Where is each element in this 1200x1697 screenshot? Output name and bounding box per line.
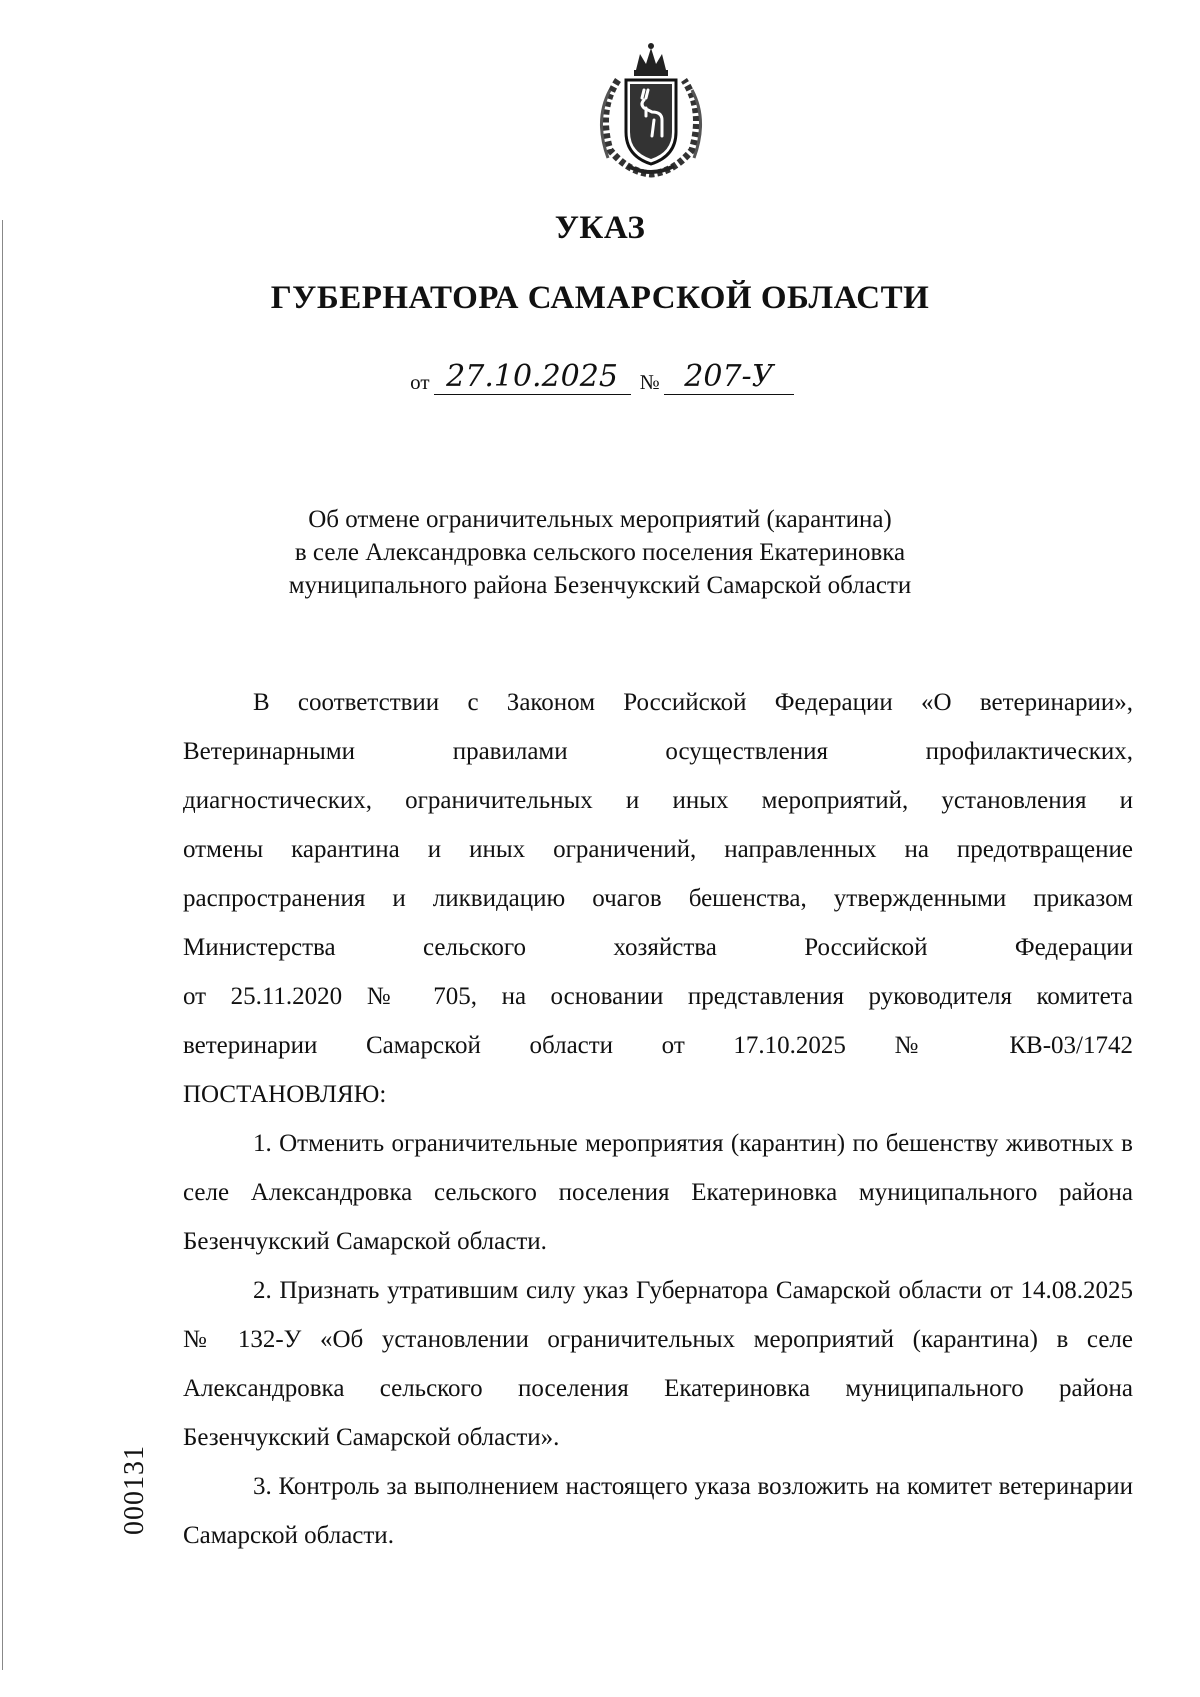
number-prefix: № [639, 370, 660, 394]
preamble-line: В соответствии с Законом Российской Федерации «О ветеринарии», [253, 689, 1133, 716]
date-prefix: от [410, 370, 430, 394]
preamble-line: диагностических, ограничительных и иных мероприятий, установления и [183, 787, 1133, 814]
scan-edge-line [2, 220, 3, 1670]
date-number-line [0, 360, 1200, 395]
handwritten-date: 27.10.2025 [434, 360, 631, 395]
preamble [183, 678, 1133, 1119]
heading-line: Об отмене ограничительных мероприятий (карантина) [308, 506, 892, 533]
margin-serial-number [105, 1440, 165, 1540]
resolution-word: ПОСТАНОВЛЯЮ: [183, 1081, 387, 1108]
document-heading [0, 503, 1200, 602]
item-1: 1. Отменить ограничительные мероприятия (карантин) по бешенству животных в селе Александровка сельского поселения Екатериновка муниципального района Безенчукский Самарской области. [183, 1130, 1133, 1255]
samara-oblast-coat-of-arms-icon [588, 40, 714, 178]
heading-line: муниципального района Безенчукский Самарской области [288, 572, 912, 599]
preamble-line: распространения и ликвидацию очагов бешенства, утвержденными приказом [183, 885, 1133, 912]
handwritten-number: 207-У [664, 360, 794, 395]
preamble-line: ветеринарии Самарской области от 17.10.2025 № КВ-03/1742 [183, 1032, 1133, 1059]
item-3: 3. Контроль за выполнением настоящего указа возложить на комитет ветеринарии Самарской области. [183, 1473, 1133, 1549]
heading-line: в селе Александровка сельского поселения Екатериновка [294, 539, 906, 566]
document-body [183, 678, 1133, 1560]
preamble-line: Ветеринарными правилами осуществления профилактических, [183, 738, 1133, 765]
preamble-line: от 25.11.2020 № 705, на основании представления руководителя комитета [183, 983, 1133, 1010]
serial-number-text: 000131 [119, 1445, 150, 1535]
document-type-title: УКАЗ [554, 210, 646, 246]
issuer-title: ГУБЕРНАТОРА САМАРСКОЙ ОБЛАСТИ [270, 280, 930, 316]
item-2: 2. Признать утратившим силу указ Губернатора Самарской области от 14.08.2025 № 132-У «Об установлении ограничительных мероприятий (карантина) в селе Александровка сельского поселения Екатериновка муниципального района Безенчукский Самарской области». [183, 1277, 1133, 1451]
preamble-line: отмены карантина и иных ограничений, направленных на предотвращение [183, 836, 1133, 863]
preamble-line: Министерства сельского хозяйства Российской Федерации [183, 934, 1133, 961]
